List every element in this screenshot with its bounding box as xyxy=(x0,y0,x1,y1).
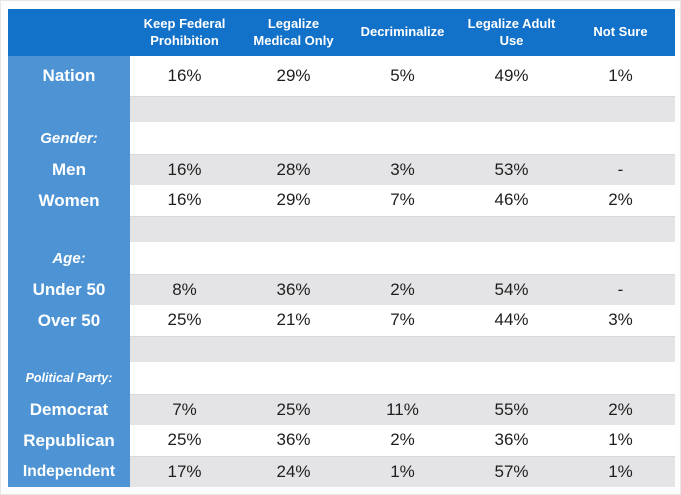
data-cell: 3% xyxy=(566,305,675,336)
data-cell: 1% xyxy=(348,456,457,487)
data-cell xyxy=(130,216,239,242)
data-cell xyxy=(239,216,348,242)
data-cell: 2% xyxy=(566,394,675,425)
row-gender xyxy=(8,122,675,154)
row-label: Political Party: xyxy=(8,362,130,394)
data-cell: 53% xyxy=(457,154,566,185)
data-cell xyxy=(457,122,566,154)
data-cell xyxy=(239,362,348,394)
data-cell xyxy=(348,242,457,274)
data-cell xyxy=(566,362,675,394)
data-cell xyxy=(130,336,239,362)
data-cell: 11% xyxy=(348,394,457,425)
data-cell: 1% xyxy=(566,56,675,96)
row-age xyxy=(8,242,675,274)
data-cell: 28% xyxy=(239,154,348,185)
data-cell xyxy=(457,336,566,362)
data-cell: 2% xyxy=(566,185,675,216)
table-body xyxy=(8,56,675,487)
data-cell xyxy=(457,242,566,274)
row-spacer xyxy=(8,336,675,362)
row-democrat xyxy=(8,394,675,425)
row-label: Independent xyxy=(8,456,130,487)
data-cell: 29% xyxy=(239,56,348,96)
row-republican xyxy=(8,425,675,456)
data-cell: 16% xyxy=(130,154,239,185)
data-cell xyxy=(348,96,457,122)
data-cell: 21% xyxy=(239,305,348,336)
data-cell xyxy=(130,122,239,154)
row-label: Men xyxy=(8,154,130,185)
poll-results-table xyxy=(8,9,675,487)
data-cell: 36% xyxy=(239,274,348,305)
data-cell: - xyxy=(566,154,675,185)
data-cell: 46% xyxy=(457,185,566,216)
row-label xyxy=(8,96,130,122)
data-cell: 7% xyxy=(348,305,457,336)
row-spacer xyxy=(8,216,675,242)
row-label xyxy=(8,336,130,362)
column-header-keep-federal-prohibition: Keep Federal Prohibition xyxy=(130,9,239,56)
row-label: Over 50 xyxy=(8,305,130,336)
row-men xyxy=(8,154,675,185)
data-cell: 55% xyxy=(457,394,566,425)
data-cell: 29% xyxy=(239,185,348,216)
data-cell: 25% xyxy=(130,425,239,456)
row-under-50 xyxy=(8,274,675,305)
column-header-legalize-medical-only: Legalize Medical Only xyxy=(239,9,348,56)
data-cell: 7% xyxy=(348,185,457,216)
row-label: Under 50 xyxy=(8,274,130,305)
data-cell: 49% xyxy=(457,56,566,96)
data-cell: - xyxy=(566,274,675,305)
data-cell xyxy=(130,242,239,274)
column-header-legalize-adult-use: Legalize Adult Use xyxy=(457,9,566,56)
data-cell xyxy=(566,96,675,122)
data-cell xyxy=(348,362,457,394)
data-cell xyxy=(457,362,566,394)
data-cell: 36% xyxy=(239,425,348,456)
row-label: Age: xyxy=(8,242,130,274)
data-cell xyxy=(239,122,348,154)
row-label: Democrat xyxy=(8,394,130,425)
row-women xyxy=(8,185,675,216)
data-cell: 5% xyxy=(348,56,457,96)
data-cell xyxy=(566,122,675,154)
data-cell: 57% xyxy=(457,456,566,487)
column-header-decriminalize: Decriminalize xyxy=(348,9,457,56)
row-label: Nation xyxy=(8,56,130,96)
data-cell: 54% xyxy=(457,274,566,305)
row-political-party xyxy=(8,362,675,394)
data-cell: 24% xyxy=(239,456,348,487)
data-cell xyxy=(239,336,348,362)
data-cell: 1% xyxy=(566,425,675,456)
data-cell xyxy=(566,242,675,274)
data-cell xyxy=(566,216,675,242)
row-label: Gender: xyxy=(8,122,130,154)
row-over-50 xyxy=(8,305,675,336)
column-header-not-sure: Not Sure xyxy=(566,9,675,56)
data-cell xyxy=(457,216,566,242)
corner-cell xyxy=(8,9,130,56)
data-cell: 1% xyxy=(566,456,675,487)
data-cell: 3% xyxy=(348,154,457,185)
data-cell: 16% xyxy=(130,56,239,96)
data-cell xyxy=(130,96,239,122)
data-cell xyxy=(348,336,457,362)
data-cell xyxy=(239,242,348,274)
data-cell: 7% xyxy=(130,394,239,425)
data-cell: 36% xyxy=(457,425,566,456)
row-label: Republican xyxy=(8,425,130,456)
data-cell xyxy=(348,122,457,154)
data-cell: 44% xyxy=(457,305,566,336)
data-cell xyxy=(239,96,348,122)
data-cell xyxy=(130,362,239,394)
data-cell: 2% xyxy=(348,274,457,305)
data-cell: 25% xyxy=(239,394,348,425)
row-independent xyxy=(8,456,675,487)
data-cell: 17% xyxy=(130,456,239,487)
data-cell xyxy=(566,336,675,362)
row-spacer xyxy=(8,96,675,122)
data-cell: 2% xyxy=(348,425,457,456)
data-cell: 8% xyxy=(130,274,239,305)
data-cell: 25% xyxy=(130,305,239,336)
row-label xyxy=(8,216,130,242)
data-cell xyxy=(457,96,566,122)
header-row xyxy=(8,9,675,56)
table-header xyxy=(8,9,675,56)
row-nation xyxy=(8,56,675,96)
data-cell: 16% xyxy=(130,185,239,216)
data-cell xyxy=(348,216,457,242)
row-label: Women xyxy=(8,185,130,216)
